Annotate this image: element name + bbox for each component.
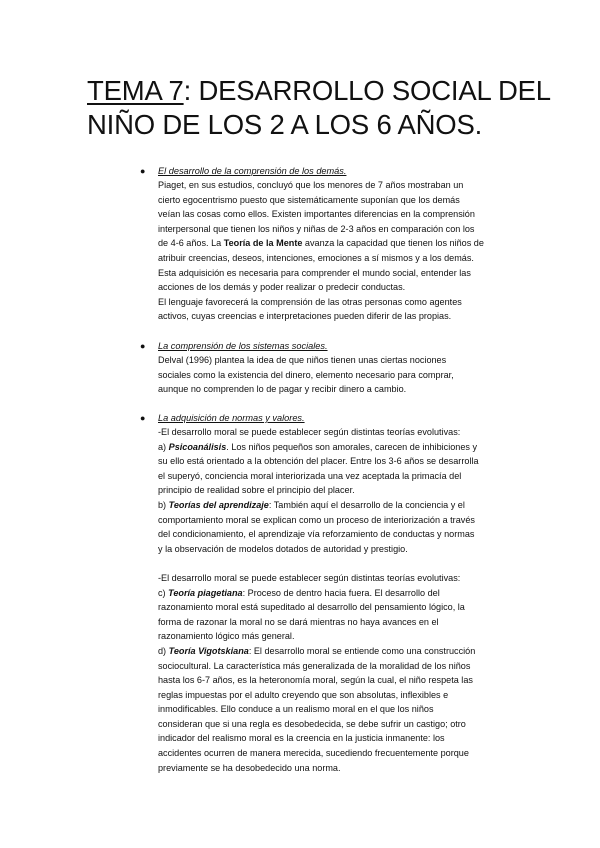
text-line	[158, 236, 520, 251]
line-text-prefix: b)	[158, 499, 169, 510]
text-line	[158, 207, 520, 222]
section-heading-text: La adquisición de normas y valores.	[158, 413, 305, 423]
line-text: El lenguaje favorecerá la comprensión de las otras personas como agentes	[158, 296, 462, 307]
bold-italic-term: Teoría Vigotskiana	[168, 645, 249, 656]
section-body	[140, 178, 520, 324]
section-social-systems	[140, 339, 520, 397]
line-text: -El desarrollo moral se puede establecer según distintas teorías evolutivas:	[158, 427, 461, 437]
line-text: del condicionamiento, el aprendizaje vía reforzamiento de conductas y normas	[158, 529, 475, 540]
line-text-suffix: avanza la capacidad que tienen los niños de	[302, 238, 484, 249]
line-text-prefix: c)	[158, 587, 169, 598]
line-text: razonamiento moral está supeditado al desarrollo del pensamiento lógico, la	[158, 602, 465, 613]
section-heading	[140, 339, 520, 353]
text-line	[158, 586, 520, 601]
section-understanding-others	[140, 164, 520, 324]
text-line	[158, 571, 520, 586]
line-text: atribuir creencias, deseos, intenciones, emociones a sí mismos y a los demás.	[158, 252, 474, 263]
line-text-prefix: d)	[158, 645, 169, 656]
text-line	[158, 542, 520, 557]
line-text: forma de razonar la moral no se dará mientras no haya avances en el	[158, 616, 439, 627]
line-text: y la observación de modelos dotados de autoridad y prestigio.	[158, 543, 408, 554]
line-text: aunque no comprenden lo de pagar y recibir dinero a cambio.	[158, 384, 407, 395]
text-line	[158, 513, 520, 528]
bold-italic-term: Teorías del aprendizaje	[168, 499, 269, 510]
line-text: comportamiento moral se explican como un proceso de interiorización a través	[158, 514, 475, 525]
text-line	[158, 483, 520, 498]
title-line2: NIÑO DE LOS 2 A LOS 6 AÑOS.	[87, 109, 483, 140]
line-text: hasta los 6-7 años, es la heteronomía moral, según la cual, el niño respeta las	[158, 675, 473, 686]
text-line	[158, 251, 520, 266]
line-text: razonamiento lógico más general.	[158, 631, 295, 642]
line-text: Delval (1996) plantea la idea de que niños tienen unas ciertas nociones	[158, 355, 447, 365]
line-text: consideran que si una regla es desobedecida, se debe sufrir un castigo; otro	[158, 718, 466, 729]
text-line	[158, 746, 520, 761]
text-line	[158, 615, 520, 630]
line-text: Piaget, en sus estudios, concluyó que los menores de 7 años mostraban un	[158, 180, 464, 190]
text-line	[158, 702, 520, 717]
text-line	[158, 629, 520, 644]
text-line	[158, 368, 520, 383]
section-heading	[140, 411, 520, 425]
line-text: previamente se ha desobedecido una norma.	[158, 762, 341, 773]
line-text: cierto egocentrismo puesto que sistemáticamente suponían que los demás	[158, 194, 460, 205]
line-text: reglas impuestas por el adulto creyendo que son absolutas, inflexibles e	[158, 689, 449, 700]
text-line	[158, 731, 520, 746]
line-text: acciones de los demás y poder realizar o predecir conductas.	[158, 282, 406, 293]
text-line	[158, 193, 520, 208]
line-text: indicador del realismo moral es la creencia en la justicia inmanente: los	[158, 733, 445, 744]
section-norms-values	[140, 411, 520, 775]
text-line	[158, 353, 520, 368]
bullet-icon: ●	[140, 166, 146, 176]
line-text-suffix: . Los niños pequeños son amorales, carecen de inhibiciones y	[226, 441, 478, 452]
text-line	[158, 425, 520, 440]
section-heading-text: El desarrollo de la comprensión de los demás.	[158, 166, 347, 176]
line-text: su ello está orientado a la obtención del placer. Entre los 3-6 años se desarrolla	[158, 456, 479, 467]
line-text: accidentes ocurren de manera merecida, sucediendo frecuentemente porque	[158, 748, 469, 759]
text-line	[158, 717, 520, 732]
bullet-icon: ●	[140, 341, 146, 351]
text-line	[158, 222, 520, 237]
text-line	[158, 382, 520, 397]
text-line	[158, 469, 520, 484]
text-line	[158, 295, 520, 310]
line-text: inmodificables. Ello conduce a un realismo moral en el que los niños	[158, 704, 434, 715]
line-text-prefix: a)	[158, 441, 169, 452]
text-line	[158, 527, 520, 542]
text-line	[158, 266, 520, 281]
line-text-suffix: : Proceso de dentro hacia fuera. El desarrollo del	[242, 587, 440, 598]
line-text: sociales como la existencia del dinero, elemento necesario para comprar,	[158, 369, 454, 380]
section-heading	[140, 164, 520, 178]
text-line	[158, 178, 520, 193]
text-line	[158, 761, 520, 776]
line-text-suffix: : También aquí el desarrollo de la conciencia y el	[268, 499, 465, 510]
line-text: activos, cuyas creencias e interpretaciones pueden diferir de las propias.	[158, 311, 452, 322]
text-line	[158, 688, 520, 703]
line-text: el superyó, conciencia moral interiorizada una vez aceptada la primacía del	[158, 470, 462, 481]
section-body	[140, 425, 520, 775]
title-line1-rest: : DESARROLLO SOCIAL DEL	[183, 75, 551, 106]
line-text: principio de realidad sobre el principio del placer.	[158, 485, 355, 496]
line-text: -El desarrollo moral se puede establecer según distintas teorías evolutivas:	[158, 572, 461, 583]
text-line	[158, 673, 520, 688]
page-title	[87, 74, 557, 142]
text-line	[158, 440, 520, 455]
text-line	[158, 309, 520, 324]
line-text-prefix: de 4-6 años. La	[158, 238, 224, 249]
text-line	[158, 600, 520, 615]
text-line	[158, 280, 520, 295]
text-line	[158, 659, 520, 674]
bold-italic-term: Psicoanálisis	[168, 441, 227, 452]
text-line	[158, 644, 520, 659]
paragraph-gap	[158, 556, 520, 571]
section-body	[140, 353, 520, 397]
title-topic-number: TEMA 7	[87, 75, 184, 106]
text-line	[158, 498, 520, 513]
line-text: veían las cosas como ellos. Existen importantes diferencias en la comprensión	[158, 209, 475, 220]
line-text-suffix: : El desarrollo moral se entiende como una construcción	[248, 645, 476, 656]
section-heading-text: La comprensión de los sistemas sociales.	[158, 341, 328, 351]
bold-term: Teoría de la Mente	[223, 238, 303, 249]
bold-italic-term: Teoría piagetiana	[168, 587, 243, 598]
line-text: interpersonal que tienen los niños y niñas de 2-3 años en comparación con los	[158, 223, 475, 234]
line-text: sociocultural. La característica más generalizada de la moralidad de los niños	[158, 660, 471, 671]
bullet-icon: ●	[140, 413, 146, 423]
text-line	[158, 454, 520, 469]
line-text: Esta adquisición es necesaria para comprender el mundo social, entender las	[158, 267, 471, 278]
